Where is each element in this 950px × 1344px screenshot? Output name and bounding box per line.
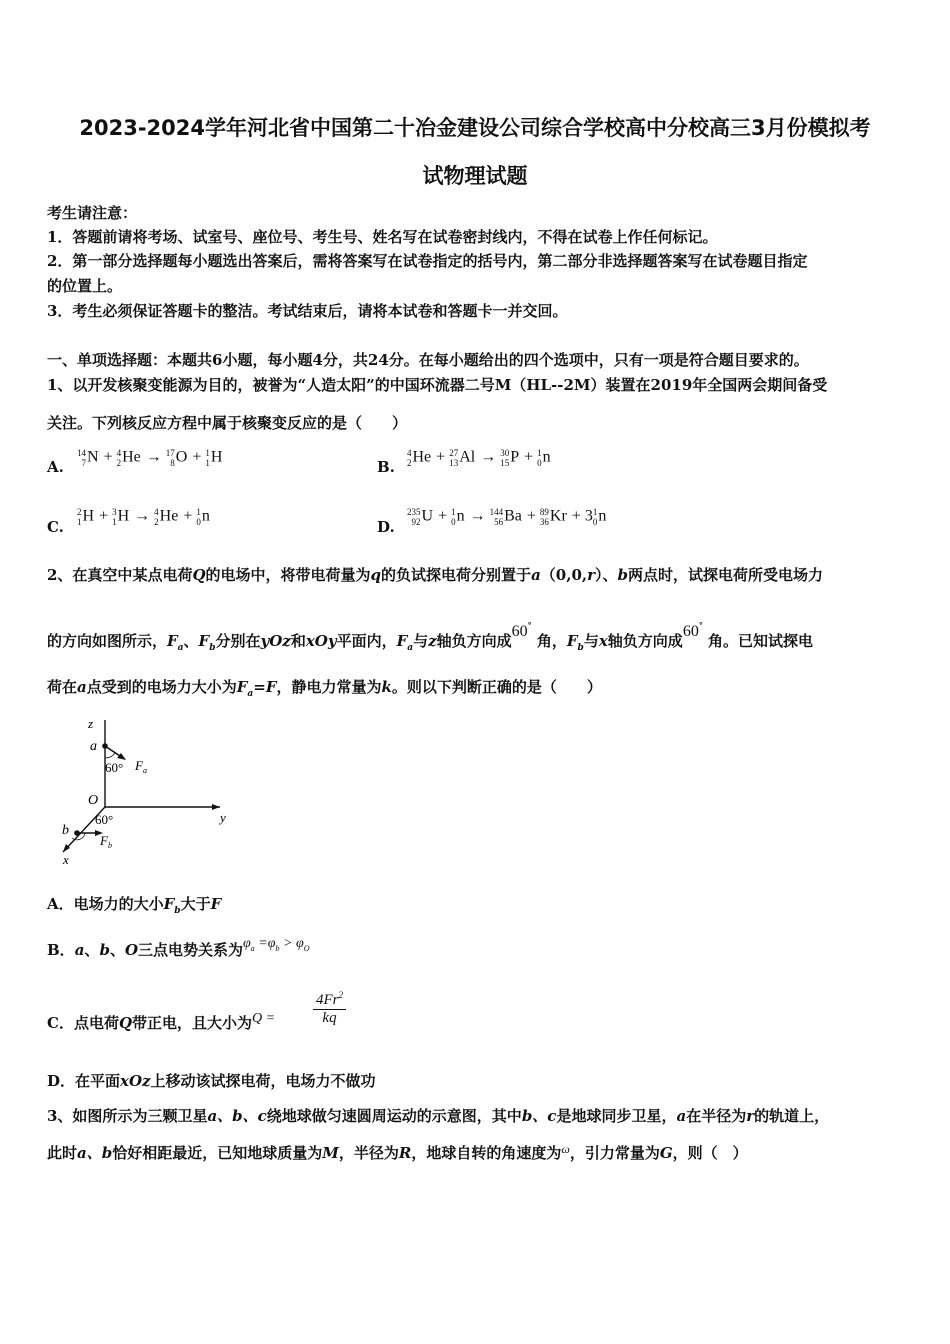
fig-label-o: O <box>88 793 99 808</box>
section-heading: 一、单项选择题：本题共6小题，每小题4分，共24分。在每小题给出的四个选项中，只有一项是符合题目要求的。 <box>47 351 809 369</box>
fig-label-x: x <box>63 852 69 867</box>
q1-option-c-label: C. <box>47 518 64 536</box>
q2-option-d: D．在平面xOz上移动该试探电荷，电场力不做功 <box>47 1072 376 1090</box>
q2-stem-line2: 的方向如图所示，$F_a$、$F_b$分别在yOz和xOy平面内，$F_a$与z轴负方向成60° 角，$F_b$与x轴负方向成60° 角。已知试探电 <box>47 620 814 653</box>
fig-angle-a: 60° <box>105 760 124 775</box>
fig-label-a: a <box>90 739 97 754</box>
notice-item-2-cont: 的位置上。 <box>47 277 123 295</box>
page-title-line2: 试物理试题 <box>422 164 528 188</box>
q1-option-a-label: A. <box>47 458 64 476</box>
q2-option-a: A．电场力的大小$F_b$大于F <box>47 895 222 916</box>
q2-stem-line1: 2、在真空中某点电荷Q的电场中，将带电荷量为q的负试探电荷分别置于a（0,0,r）、b两点时，试探电荷所受电场力 <box>47 566 824 584</box>
q3-stem-line1: 3、如图所示为三颗卫星a、b、c绕地球做匀速圆周运动的示意图，其中b、c是地球同步卫星，a在半径为r的轨道上， <box>47 1107 830 1125</box>
q1-option-d-equation: 235 92 U + 1 0 n → 144 56 Ba + 89 36 Kr + 3 1 0 n <box>407 507 607 527</box>
notice-item-1: 1．答题前请将考场、试室号、座位号、考生号、姓名写在试卷密封线内，不得在试卷上作任何标记。 <box>47 228 718 246</box>
q1-stem-line1: 1、以开发核聚变能源为目的，被誉为“人造太阳”的中国环流器二号M（HL--2M）装置在2019年全国两会期间备受 <box>47 376 828 394</box>
q1-option-d-label: D. <box>377 518 395 536</box>
notice-heading: 考生请注意： <box>47 204 138 222</box>
fig-label-fb: F <box>100 833 108 848</box>
fig-label-b: b <box>62 823 69 838</box>
q2-stem-line3: 荷在a点受到的电场力大小为$F_a=F$，静电力常量为k。则以下判断正确的是（ ） <box>47 678 602 699</box>
q3-stem-line2: 此时a、b恰好相距最近，已知地球质量为M，半径为R，地球自转的角速度为$^\omega$，引力常量为G，则（ ） <box>47 1142 748 1162</box>
notice-item-2: 2．第一部分选择题每小题选出答案后，需将答案写在试卷指定的括号内，第二部分非选择题答案写在试卷题目指定 <box>47 252 808 270</box>
fig-angle-b: 60° <box>95 812 114 827</box>
q2-option-c-fraction: $\frac{4Fr^2}{kq}$ <box>313 990 346 1027</box>
fig-label-fb-sub: b <box>108 841 112 850</box>
notice-item-3: 3．考生必须保证答题卡的整洁。考试结束后，请将本试卷和答题卡一并交回。 <box>47 302 568 320</box>
q2-option-b: B．a、b、O三点电势关系为$\varphi_a =\varphi_b > \varphi_O$ <box>47 936 310 959</box>
q1-option-c-equation: 2 1 H + 3 1 H → 4 2 He + 1 0 n <box>77 507 210 527</box>
q2-option-c: C．点电荷Q带正电，且大小为Q = <box>47 1011 276 1032</box>
q2-coordinate-figure <box>55 712 240 867</box>
q1-option-b-label: B. <box>377 458 395 476</box>
q1-stem-line2: 关注。下列核反应方程中属于核聚变反应的是（ ） <box>47 414 408 432</box>
fig-label-fa: F <box>135 758 143 773</box>
fig-label-z: z <box>88 716 94 731</box>
fig-label-fa-sub: a <box>143 766 147 775</box>
page-title: 2023-2024学年河北省中国第二十冶金建设公司综合学校高中分校高三3月份模拟考 <box>79 116 871 140</box>
q1-option-b-equation: 4 2 He + 27 13 Al → 30 15 P + 1 0 n <box>407 448 551 468</box>
fig-label-y: y <box>220 810 226 825</box>
q1-option-a-equation: 14 7 N + 4 2 He → 17 8 O + 1 1 H <box>77 448 223 468</box>
